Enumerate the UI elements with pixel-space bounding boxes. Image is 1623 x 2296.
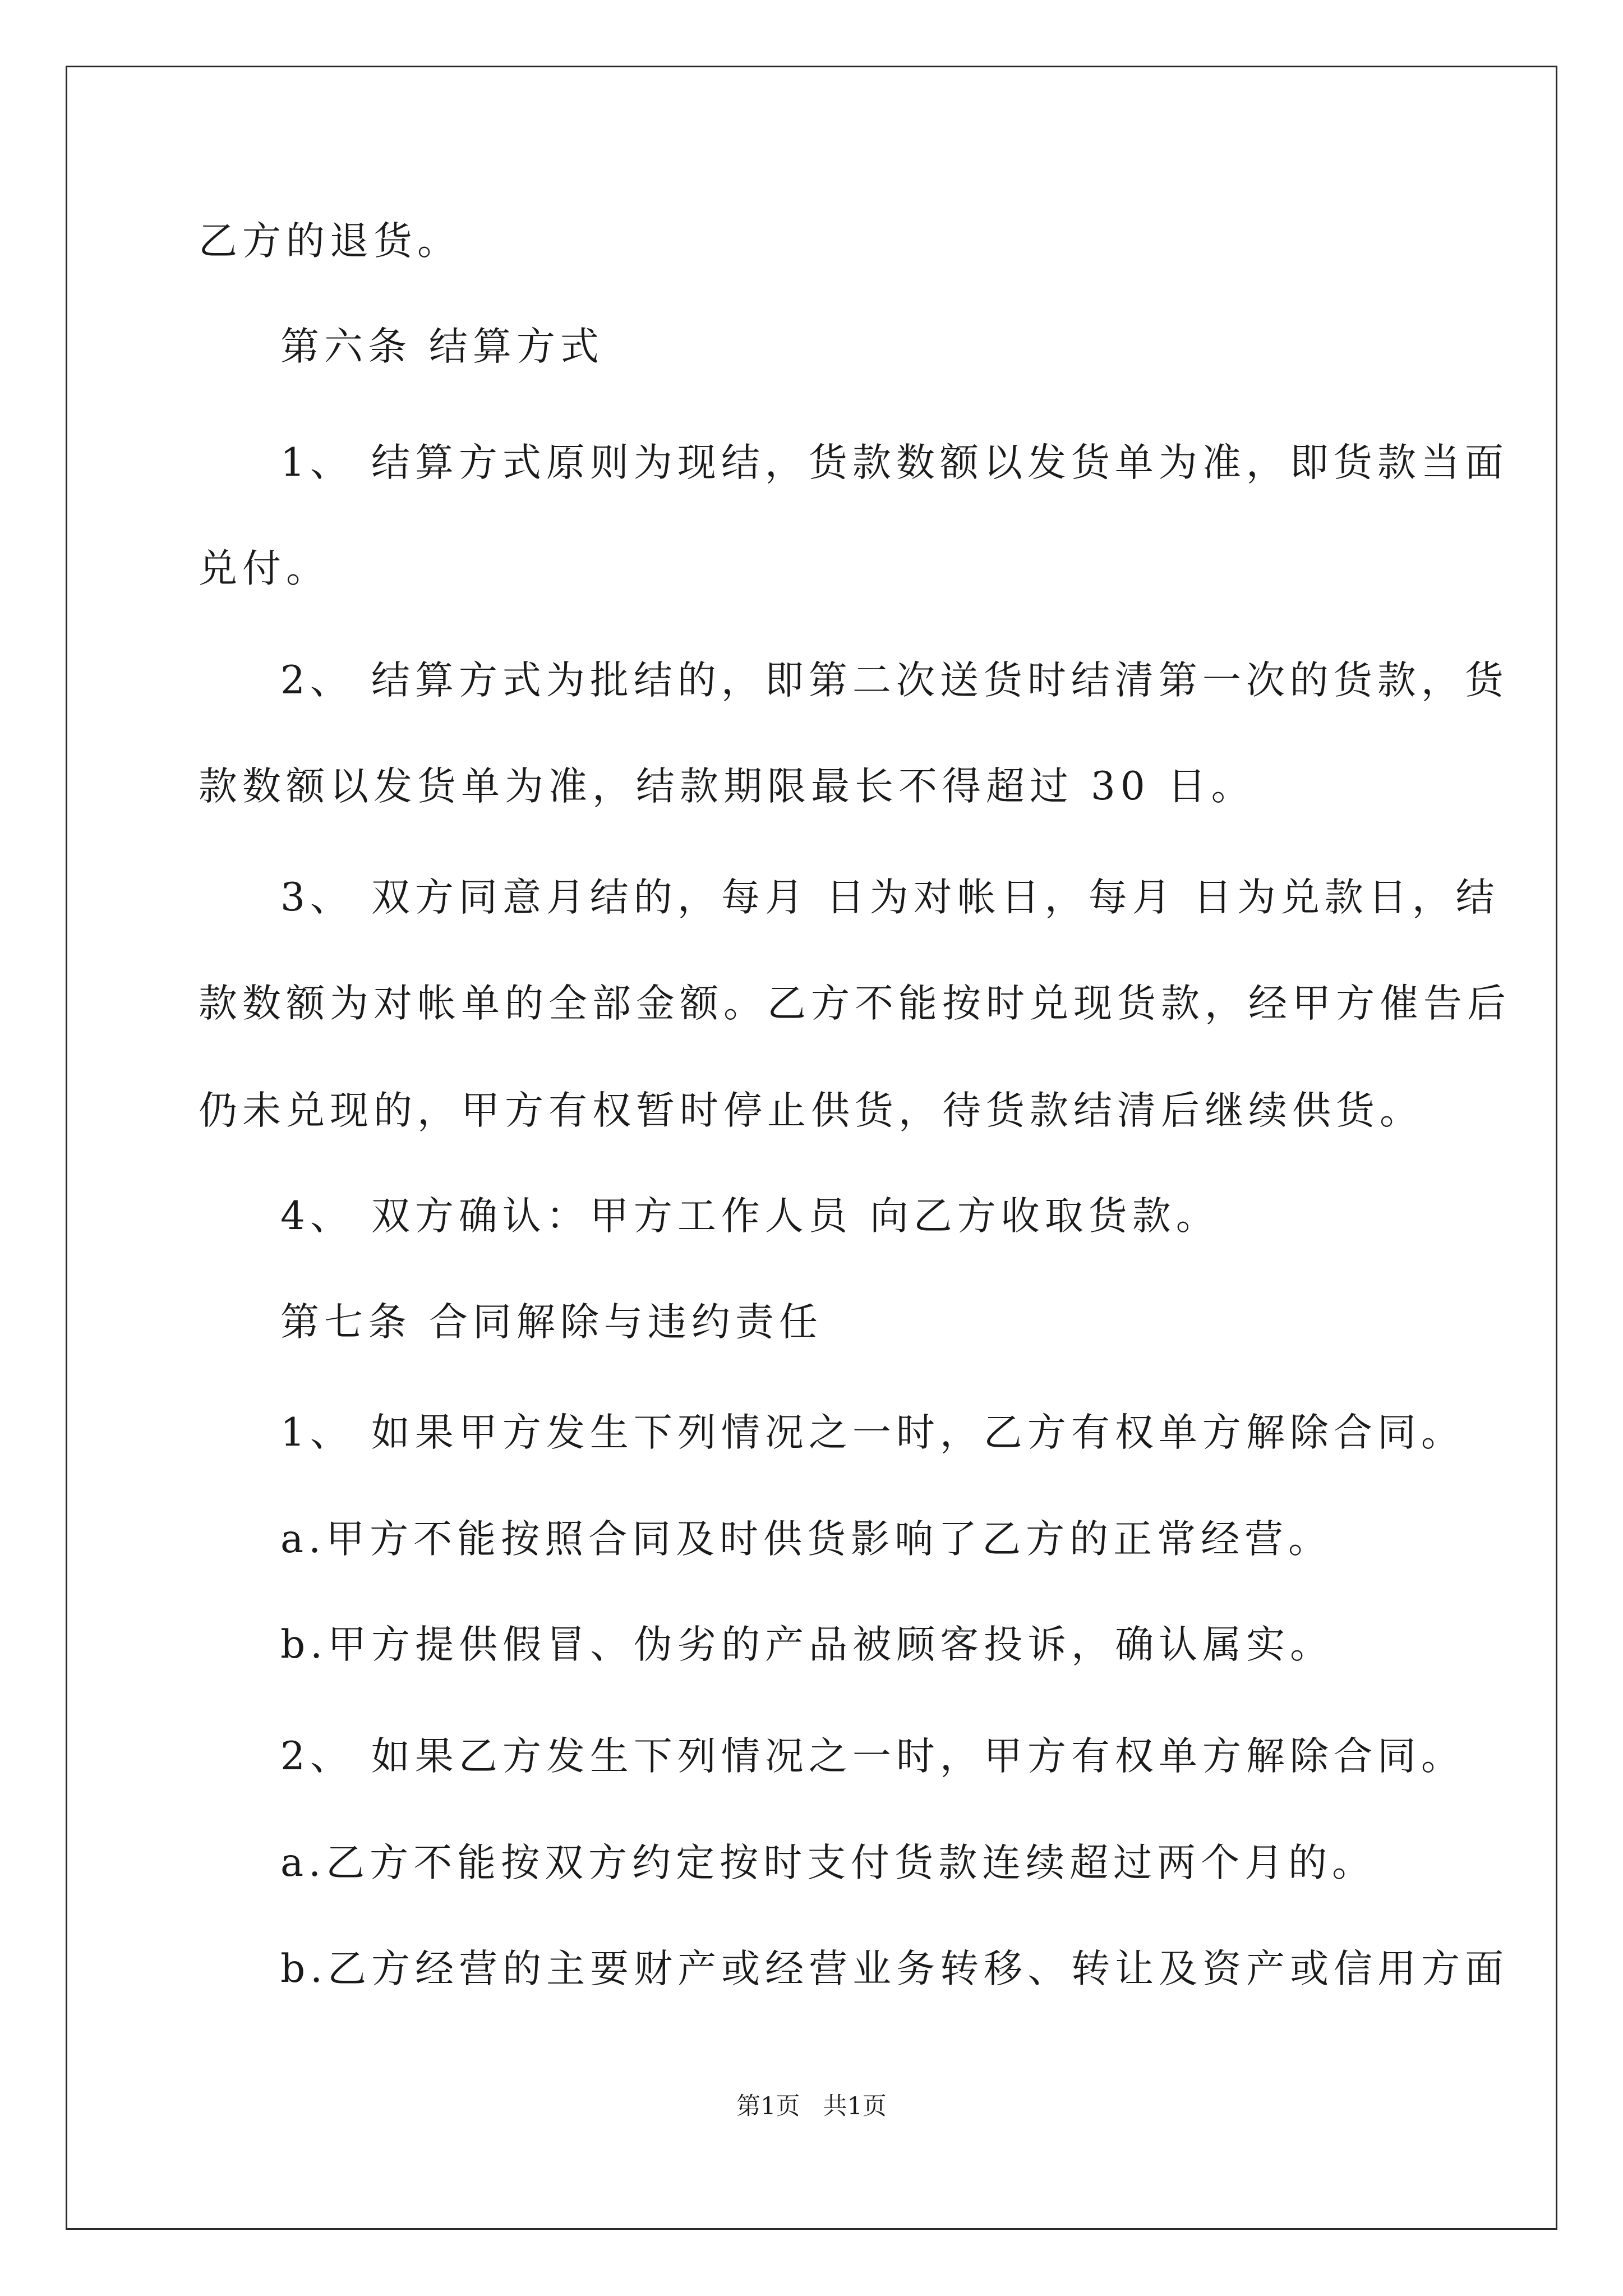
text-line-6: 款数额以发货单为准，结款期限最长不得超过 30 日。 [199,764,1255,809]
text-line-4: 兑付。 [199,546,330,591]
text-line-2: 第六条 结算方式 [280,324,604,369]
text-line-9: 仍未兑现的，甲方有权暂时停止供货，待货款结清后继续供货。 [199,1088,1423,1133]
text-line-1: 乙方的退货。 [199,219,461,264]
text-line-16: a.乙方不能按双方约定按时支付货款连续超过两个月的。 [280,1841,1376,1885]
page-border [66,66,1557,2230]
text-line-7: 3、 双方同意月结的，每月 日为对帐日，每月 日为兑款日，结 [280,875,1500,920]
text-line-12: 1、 如果甲方发生下列情况之一时，乙方有权单方解除合同。 [280,1410,1465,1455]
text-line-17: b.乙方经营的主要财产或经营业务转移、转让及资产或信用方面 [280,1947,1509,1991]
text-line-13: a.甲方不能按照合同及时供货影响了乙方的正常经营。 [280,1517,1332,1562]
text-line-11: 第七条 合同解除与违约责任 [280,1300,823,1345]
text-line-8: 款数额为对帐单的全部金额。乙方不能按时兑现货款，经甲方催告后 [199,981,1511,1026]
text-line-3: 1、 结算方式原则为现结，货款数额以发货单为准，即货款当面 [280,440,1509,485]
text-line-14: b.甲方提供假冒、伪劣的产品被顾客投诉，确认属实。 [280,1622,1334,1667]
text-line-5: 2、 结算方式为批结的，即第二次送货时结清第一次的货款，货 [280,658,1509,703]
text-line-10: 4、 双方确认：甲方工作人员 向乙方收取货款。 [280,1194,1220,1239]
page-number-footer: 第1页 共1页 [736,2092,887,2120]
text-line-15: 2、 如果乙方发生下列情况之一时，甲方有权单方解除合同。 [280,1734,1465,1779]
